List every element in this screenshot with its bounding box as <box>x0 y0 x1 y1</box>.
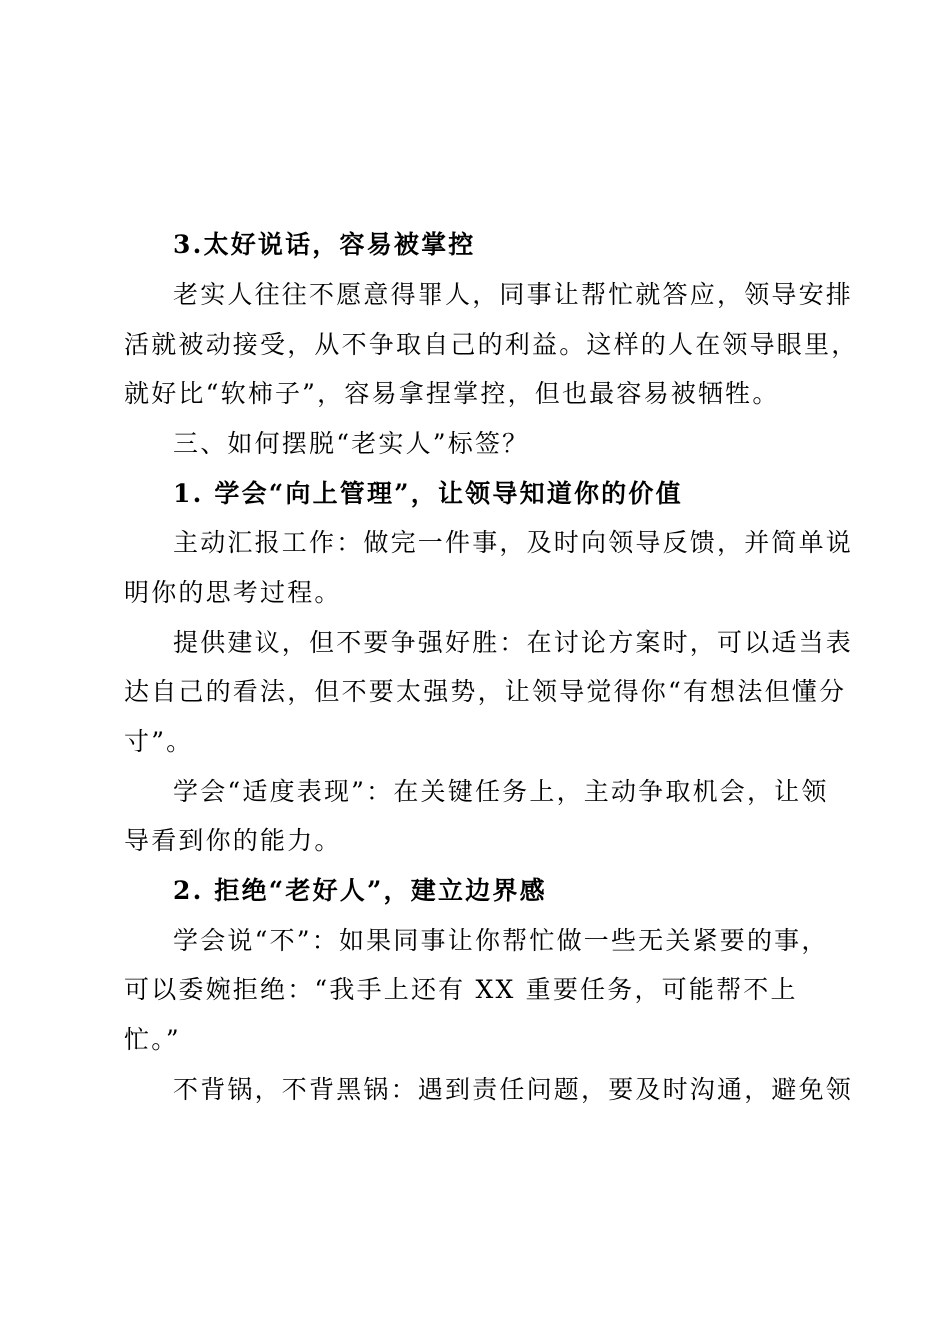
paragraph-3-line-1: 提供建议，但不要争强好胜：在讨论方案时，可以适当表 <box>173 628 854 657</box>
paragraph-1-line-3: 就好比“软柿子”，容易拿捏掌控，但也最容易被牺牲。 <box>124 379 780 408</box>
paragraph-3-line-2: 达自己的看法，但不要太强势，让领导觉得你“有想法但懂分 <box>124 677 847 706</box>
paragraph-1-line-1: 老实人往往不愿意得罪人，同事让帮忙就答应，领导安排 <box>173 280 854 309</box>
paragraph-4-line-1: 学会“适度表现”：在关键任务上，主动争取机会，让领 <box>173 777 829 806</box>
paragraph-6-line-1: 不背锅，不背黑锅：遇到责任问题，要及时沟通，避免领 <box>173 1075 854 1104</box>
paragraph-5-line-2: 可以委婉拒绝：“我手上还有 XX 重要任务，可能帮不上 <box>124 975 798 1004</box>
paragraph-2-line-1: 主动汇报工作：做完一件事，及时向领导反馈，并简单说 <box>173 528 854 557</box>
paragraph-1-line-2: 活就被动接受，从不争取自己的利益。这样的人在领导眼里， <box>124 330 859 359</box>
heading-3: 3.太好说话，容易被掌控 <box>173 230 476 259</box>
paragraph-2-line-2: 明你的思考过程。 <box>124 578 342 607</box>
paragraph-5-line-3: 忙。” <box>124 1025 181 1054</box>
section-3-title: 三、如何摆脱“老实人”标签？ <box>173 429 530 458</box>
paragraph-3-line-3: 寸”。 <box>124 727 194 756</box>
heading-1: 1. 学会“向上管理”，让领导知道你的价值 <box>173 479 683 508</box>
paragraph-5-line-1: 学会说“不”：如果同事让你帮忙做一些无关紧要的事， <box>173 926 829 955</box>
heading-2: 2. 拒绝“老好人”，建立边界感 <box>173 876 547 905</box>
paragraph-4-line-2: 导看到你的能力。 <box>124 826 342 855</box>
